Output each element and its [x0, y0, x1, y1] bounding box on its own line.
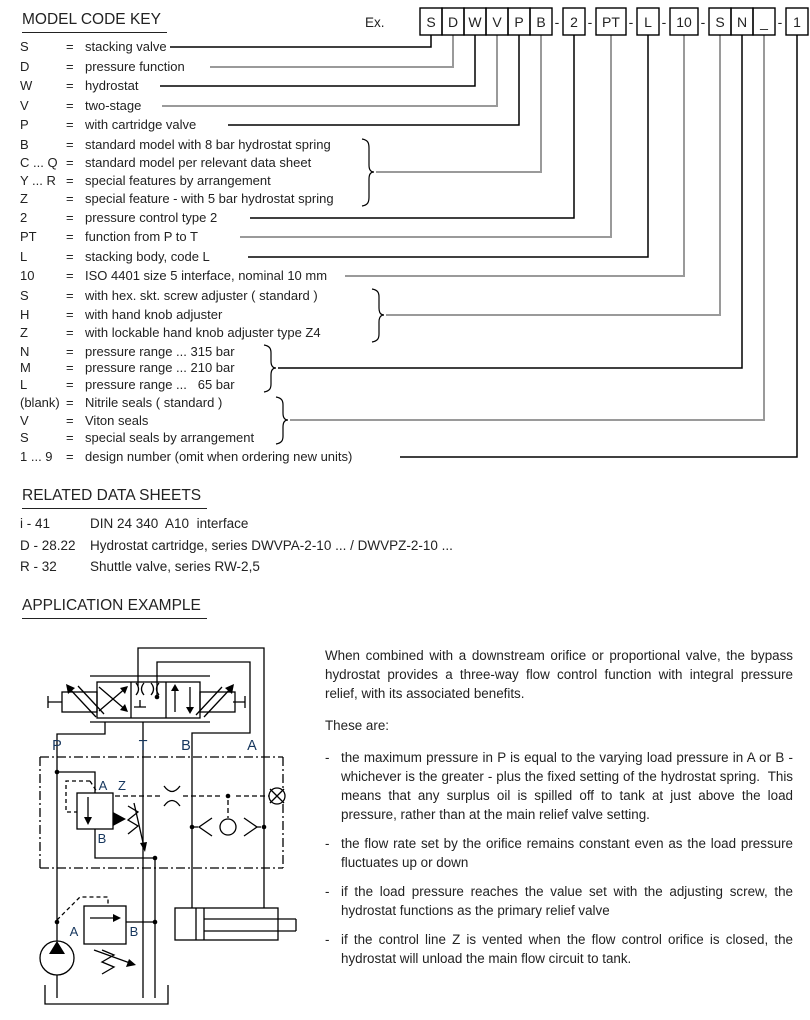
model-code-row: [0, 117, 810, 135]
code-box-letter: V: [492, 14, 502, 30]
sheet-description: Shuttle valve, series RW-2,5: [90, 559, 260, 574]
orifice-symbol: [164, 786, 180, 806]
equals-sign: =: [66, 413, 74, 428]
model-code-row: [0, 307, 810, 325]
cylinder-symbol: [175, 908, 296, 940]
model-code-row: [0, 155, 810, 173]
related-data-sheets-title: RELATED DATA SHEETS: [22, 487, 207, 509]
directional-valve: [90, 676, 210, 722]
code-description: pressure range ... 210 bar: [85, 360, 235, 375]
code-description: function from P to T: [85, 229, 198, 244]
application-these-are: These are:: [325, 718, 390, 733]
code-box-letter: 2: [570, 14, 578, 30]
model-code-row: [0, 449, 810, 467]
code-letter: S: [20, 430, 29, 445]
sheet-description: Hydrostat cartridge, series DWVPA-2-10 ... / DWVPZ-2-10 ...: [90, 538, 453, 553]
code-separator: -: [777, 14, 783, 30]
application-bullet: [325, 834, 797, 872]
model-code-row: [0, 210, 810, 228]
code-letter: C ... Q: [20, 155, 58, 170]
hydraulic-schematic: [0, 640, 320, 1020]
relief-port-a-label: A: [69, 924, 79, 939]
code-description: special seals by arrangement: [85, 430, 255, 445]
equals-sign: =: [66, 395, 74, 410]
model-code-list: [0, 0, 810, 470]
application-bullets: [325, 748, 797, 968]
code-description: pressure function: [85, 59, 185, 74]
application-bullet: [325, 930, 797, 968]
equals-sign: =: [66, 229, 74, 244]
model-code-row: [0, 430, 810, 448]
equals-sign: =: [66, 210, 74, 225]
bullet-text: the flow rate set by the orifice remains constant even as the load pressure fluctuates up or down: [341, 836, 797, 870]
model-code-row: [0, 229, 810, 247]
model-code-row: [0, 395, 810, 413]
code-letter: P: [20, 117, 29, 132]
code-description: special feature - with 5 bar hydrostat spring: [85, 191, 334, 206]
code-letter: W: [20, 78, 33, 93]
code-box-letter: P: [514, 14, 524, 30]
port-label-t: T: [138, 738, 148, 754]
hydrostat-port-a-label: A: [98, 778, 108, 793]
bullet-text: if the control line Z is vented when the flow control orifice is closed, the hydrostat will unload the main flow circuit to tank.: [341, 932, 797, 966]
code-box-letter: L: [644, 14, 652, 30]
equals-sign: =: [66, 430, 74, 445]
equals-sign: =: [66, 78, 74, 93]
code-box-letter: S: [426, 14, 436, 30]
model-code-row: [0, 377, 810, 395]
code-description: pressure range ... 315 bar: [85, 344, 235, 359]
code-letter: V: [20, 98, 29, 113]
plugged-port-symbol: [269, 788, 285, 804]
model-code-key-title: MODEL CODE KEY: [22, 11, 167, 33]
model-code-row: [0, 249, 810, 267]
code-box-letter: N: [736, 14, 748, 30]
bullet-dash: -: [325, 750, 330, 765]
code-letter: 10: [20, 268, 35, 283]
code-description: special features by arrangement: [85, 173, 271, 188]
related-data-sheet-row: [0, 559, 810, 577]
code-separator: -: [700, 14, 706, 30]
code-description: pressure control type 2: [85, 210, 218, 225]
code-description: design number (omit when ordering new units): [85, 449, 353, 464]
model-code-row: [0, 137, 810, 155]
hydrostat-port-b-label: B: [97, 831, 107, 846]
sheet-code: R - 32: [20, 559, 57, 574]
code-box-letter: W: [468, 14, 482, 30]
model-code-row: [0, 288, 810, 306]
code-description: stacking valve: [85, 39, 167, 54]
code-description: two-stage: [85, 98, 142, 113]
code-letter: Z: [20, 325, 28, 340]
code-box-letter: B: [536, 14, 546, 30]
relief-port-b-label: B: [129, 924, 139, 939]
code-box-letter: D: [447, 14, 459, 30]
equals-sign: =: [66, 344, 74, 359]
code-letter: H: [20, 307, 30, 322]
equals-sign: =: [66, 98, 74, 113]
related-data-sheet-row: [0, 538, 810, 556]
equals-sign: =: [66, 137, 74, 152]
equals-sign: =: [66, 249, 74, 264]
code-description: with hand knob adjuster: [85, 307, 223, 322]
code-separator: -: [661, 14, 667, 30]
code-letter: B: [20, 137, 29, 152]
bullet-text: the maximum pressure in P is equal to the varying load pressure in A or B - whichever is the greater - plus the fixed setting of the hydrostat spring. This means that any surplus oil is spilled off to tank at just above the load pressure, rather than at the main relief valve setting.: [341, 750, 797, 822]
code-description: hydrostat: [85, 78, 139, 93]
equals-sign: =: [66, 449, 74, 464]
equals-sign: =: [66, 288, 74, 303]
tank-symbol: [45, 985, 168, 1004]
code-description: ISO 4401 size 5 interface, nominal 10 mm: [85, 268, 328, 283]
code-box-letter: S: [715, 14, 725, 30]
code-letter: Y ... R: [20, 173, 56, 188]
bullet-dash: -: [325, 884, 330, 899]
application-intro: When combined with a downstream orifice or proportional valve, the bypass hydrostat provides a three-way flow control function with integral pressure relief, with its associated benefits.: [325, 648, 797, 701]
code-separator: -: [628, 14, 634, 30]
model-code-row: [0, 413, 810, 431]
equals-sign: =: [66, 117, 74, 132]
example-label: Ex.: [365, 15, 385, 30]
code-letter: (blank): [20, 395, 60, 410]
application-example-text: [325, 646, 797, 978]
code-letter: 2: [20, 210, 28, 225]
code-description: Viton seals: [85, 413, 149, 428]
bullet-dash: -: [325, 836, 330, 851]
code-letter: 1 ... 9: [20, 449, 53, 464]
code-description: standard model with 8 bar hydrostat spring: [85, 137, 331, 152]
code-letter: M: [20, 360, 31, 375]
code-description: standard model per relevant data sheet: [85, 155, 312, 170]
equals-sign: =: [66, 59, 74, 74]
application-bullet: [325, 748, 797, 824]
equals-sign: =: [66, 360, 74, 375]
code-box-letter: PT: [602, 14, 620, 30]
code-separator: -: [554, 14, 560, 30]
port-b-route-line: [157, 662, 250, 908]
related-data-sheet-row: [0, 516, 810, 534]
code-letter: L: [20, 377, 28, 392]
code-description: with hex. skt. screw adjuster ( standard ): [85, 288, 318, 303]
application-bullet: [325, 882, 797, 920]
port-label-p: P: [52, 738, 62, 754]
model-code-row: [0, 191, 810, 209]
bullet-dash: -: [325, 932, 330, 947]
code-letter: D: [20, 59, 30, 74]
model-code-row: [0, 98, 810, 116]
code-description: pressure range ... 65 bar: [85, 377, 235, 392]
code-letter: L: [20, 249, 28, 264]
z-line-label: Z: [118, 778, 126, 793]
model-code-row: [0, 268, 810, 286]
equals-sign: =: [66, 191, 74, 206]
code-description: stacking body, code L: [85, 249, 210, 264]
model-code-row: [0, 59, 810, 77]
equals-sign: =: [66, 325, 74, 340]
code-description: Nitrile seals ( standard ): [85, 395, 223, 410]
model-code-row: [0, 325, 810, 343]
code-box-letter: 10: [676, 14, 692, 30]
port-label-a: A: [247, 738, 257, 754]
model-code-row: [0, 173, 810, 191]
model-code-row: [0, 360, 810, 378]
code-description: with cartridge valve: [85, 117, 197, 132]
application-example-title: APPLICATION EXAMPLE: [22, 597, 207, 619]
code-separator: -: [587, 14, 593, 30]
equals-sign: =: [66, 173, 74, 188]
bullet-text: if the load pressure reaches the value set with the adjusting screw, the hydrostat functions as the primary relief valve: [341, 884, 797, 918]
sheet-code: i - 41: [20, 516, 51, 531]
left-solenoid: [48, 684, 104, 717]
code-box-letter: _: [760, 14, 768, 30]
code-letter: Z: [20, 191, 28, 206]
sheet-description: DIN 24 340 A10 interface: [90, 516, 249, 531]
equals-sign: =: [66, 307, 74, 322]
equals-sign: =: [66, 155, 74, 170]
equals-sign: =: [66, 377, 74, 392]
code-letter: S: [20, 288, 29, 303]
code-letter: V: [20, 413, 29, 428]
port-label-b: B: [181, 738, 191, 754]
model-code-row: [0, 78, 810, 96]
code-letter: N: [20, 344, 30, 359]
sheet-code: D - 28.22: [20, 538, 76, 553]
code-description: with lockable hand knob adjuster type Z4: [85, 325, 321, 340]
model-code-row: [0, 39, 810, 57]
code-letter: S: [20, 39, 29, 54]
equals-sign: =: [66, 39, 74, 54]
code-letter: PT: [20, 229, 37, 244]
right-solenoid: [196, 684, 245, 717]
equals-sign: =: [66, 268, 74, 283]
code-box-letter: 1: [793, 14, 801, 30]
